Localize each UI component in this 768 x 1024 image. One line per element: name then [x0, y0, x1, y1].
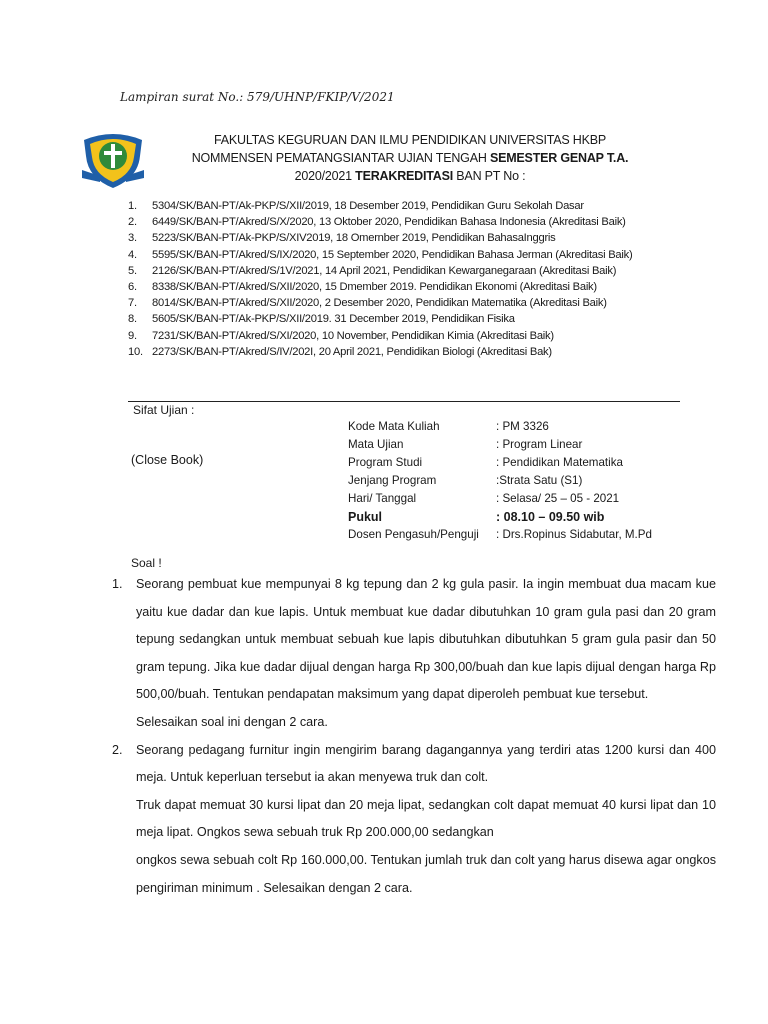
university-logo [80, 126, 146, 192]
list-item: 10. 2273/SK/BAN-PT/Akred/S/IV/202I, 20 April 2021, Pendidikan Biologi (Akreditasi Bak) [128, 345, 552, 358]
list-item: 8. 5605/SK/BAN-PT/Ak-PKP/S/XII/2019. 31 December 2019, Pendidikan Fisika [128, 313, 515, 326]
document-header [160, 131, 660, 185]
exam-type-label: Sifat Ujian : [133, 403, 195, 417]
question-paragraph: Seorang pedagang furnitur ingin mengirim barang dagangannya yang terdiri atas 1200 kursi dan 400 meja. Untuk keperluan tersebut ia akan menyewa truk dan colt. [136, 742, 716, 785]
list-item: 7. 8014/SK/BAN-PT/Akred/S/XII/2020, 2 Desember 2020, Pendidikan Matematika (Akreditasi Baik) [128, 297, 607, 310]
exam-info-row: Jenjang Program :Strata Satu (S1) [348, 474, 583, 487]
exam-info-row: Dosen Pengasuh/Penguji : Drs.Ropinus Sidabutar, M.Pd [348, 528, 652, 541]
list-item: 5. 2126/SK/BAN-PT/Akred/S/1V/2021, 14 April 2021, Pendidikan Kewarganegaraan (Akreditasi Baik) [128, 264, 617, 277]
exam-info-row: Kode Mata Kuliah : PM 3326 [348, 420, 549, 433]
list-item: 3. 5223/SK/BAN-PT/Ak-PKP/S/XIV2019, 18 Omernber 2019, Pendidikan BahasaInggris [128, 232, 556, 245]
header-line-1: FAKULTAS KEGURUAN DAN ILMU PENDIDIKAN UNIVERSITAS HKBP [213, 133, 607, 147]
question-paragraph: Truk dapat memuat 30 kursi lipat dan 20 meja lipat, sedangkan colt dapat memuat 40 kursi lipat dan 10 meja lipat. Ongkos sewa sebuah truk Rp 200.000,00 sedangkan [136, 797, 716, 840]
exam-info-table [348, 418, 688, 544]
exam-info-row: Pukul : 08.10 – 09.50 wib [348, 510, 605, 524]
list-item: 4. 5595/SK/BAN-PT/Akred/S/IX/2020, 15 September 2020, Pendidikan Bahasa Jerman (Akreditasi Baik) [128, 248, 633, 261]
questions-title: Soal ! [131, 556, 162, 570]
list-item: 6. 8338/SK/BAN-PT/Akred/S/XII/2020, 15 Dmember 2019. Pendidikan Ekonomi (Akreditasi Baik) [128, 281, 597, 294]
section-divider [128, 401, 680, 402]
exam-info-row: Hari/ Tanggal : Selasa/ 25 – 05 - 2021 [348, 492, 620, 505]
question-paragraph: Selesaikan soal ini dengan 2 cara. [136, 714, 328, 729]
header-line-3: 2020/2021 TERAKREDITASI BAN PT No : [294, 169, 526, 183]
attachment-reference: Lampiran surat No.: 579/UHNP/FKIP/V/2021 [120, 90, 395, 104]
exam-type-value: (Close Book) [131, 453, 204, 467]
question-item: 1. Seorang pembuat kue mempunyai 8 kg tepung dan 2 kg gula pasir. Ia ingin membuat dua macam kue yaitu kue dadar dan kue lapis. Untuk membuat kue dadar dibutuhkan 10 gram gula pasi dan 20 gram tepung sedangkan untuk membuat sebuah kue lapis dibutuhkan dibutuhkan 5 gram gula pasir dan 50 gram tepung. Jika kue dadar dijual dengan harga Rp 300,00/buah dan kue lapis dijual dengan harga Rp 500,00/buah. Tentukan pendapatan maksimum yang dapat diperoleh pembuat kue tersebut. Selesaikan soal ini dengan 2 cara. [112, 571, 716, 737]
exam-info-row: Program Studi : Pendidikan Matematika [348, 456, 623, 469]
accreditation-list [128, 198, 688, 360]
list-item: 9. 7231/SK/BAN-PT/Akred/S/XI/2020, 10 November, Pendidikan Kimia (Akreditasi Baik) [128, 329, 554, 342]
list-item: 1. 5304/SK/BAN-PT/Ak-PKP/S/XII/2019, 18 Desember 2019, Pendidikan Guru Sekolah Dasar [128, 200, 584, 212]
exam-info-row: Mata Ujian : Program Linear [348, 438, 583, 451]
question-list [112, 571, 716, 902]
question-paragraph: Seorang pembuat kue mempunyai 8 kg tepung dan 2 kg gula pasir. Ia ingin membuat dua macam kue yaitu kue dadar dan kue lapis. Untuk membuat kue dadar dibutuhkan 10 gram gula pasi dan 20 gram tepung sedangkan untuk membuat sebuah kue lapis dibutuhkan dibutuhkan 5 gram gula pasir dan 50 gram tepung. Jika kue dadar dijual dengan harga Rp 300,00/buah dan kue lapis dijual dengan harga Rp 500,00/buah. Tentukan pendapatan maksimum yang dapat diperoleh pembuat kue tersebut. [136, 577, 716, 702]
list-item: 2. 6449/SK/BAN-PT/Akred/S/X/2020, 13 Oktober 2020, Pendidikan Bahasa Indonesia (Akreditasi Baik) [128, 216, 626, 229]
header-line-2: NOMMENSEN PEMATANGSIANTAR UJIAN TENGAH SEMESTER GENAP T.A. [191, 151, 629, 165]
question-paragraph: ongkos sewa sebuah colt Rp 160.000,00. Tentukan jumlah truk dan colt yang harus disewa agar ongkos pengiriman minimum . Selesaikan dengan 2 cara. [136, 852, 716, 895]
question-item: 2. Seorang pedagang furnitur ingin mengirim barang dagangannya yang terdiri atas 1200 kursi dan 400 meja. Untuk keperluan tersebut ia akan menyewa truk dan colt. Truk dapat memuat 30 kursi lipat dan 20 meja lipat, sedangkan colt dapat memuat 40 kursi lipat dan 10 meja lipat. Ongkos sewa sebuah truk Rp 200.000,00 sedangkan ongkos sewa sebuah colt Rp 160.000,00. Tentukan jumlah truk dan colt yang harus disewa agar ongkos pengiriman minimum . Selesaikan dengan 2 cara. [112, 737, 716, 903]
